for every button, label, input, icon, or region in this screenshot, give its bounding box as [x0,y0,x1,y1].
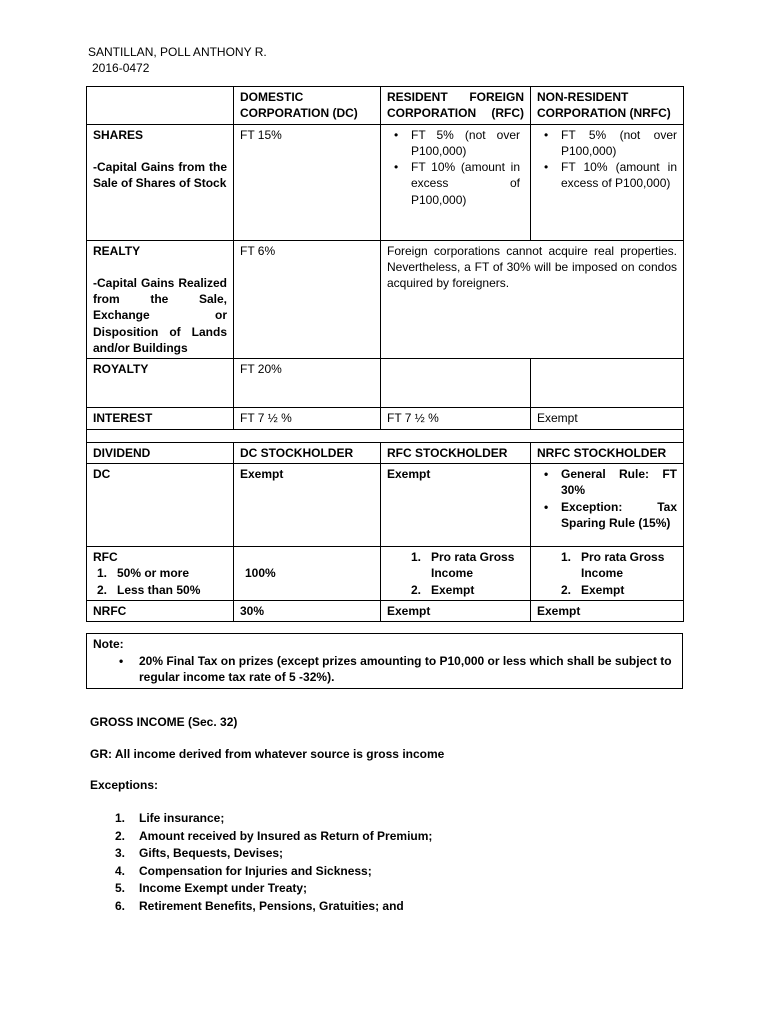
table-row-royalty [87,359,684,408]
dividend-dc-label: DC [87,463,234,546]
royalty-nrfc [531,359,684,408]
dividend-dc-rfc: Exempt [381,463,531,546]
tax-table [86,86,684,622]
dividend-rfc-dc-cell [234,546,381,600]
note-box [86,633,683,689]
list-item: 1. Pro rata Gross Income [411,549,515,581]
realty-sub: -Capital Gains Realized from the Sale, Exchange or Disposition of Lands and/or Buildings [93,275,227,356]
list-item: • FT 5% (not over P100,000) [537,127,677,160]
list-item: 5. Income Exempt under Treaty; [115,881,308,896]
dividend-rfc-label-cell [87,546,234,600]
list-item: 6. Retirement Benefits, Pensions, Gratuities; and [115,898,404,913]
dividend-rfc-label: RFC [93,549,118,564]
shares-dc: FT 15% [234,124,381,240]
realty-dc: FT 6% [234,240,381,359]
dividend-row-dc [87,463,684,546]
table-row-realty [87,240,684,359]
student-name: SANTILLAN, POLL ANTHONY R. [88,45,267,59]
list-item: 2. Less than 50% [97,582,201,597]
list-item: • FT 10% (amount in excess of P100,000) [537,159,677,192]
dividend-dc-dc: Exempt [234,463,381,546]
student-id: 2016-0472 [92,61,150,75]
royalty-rfc [381,359,531,408]
interest-rfc: FT 7 ½ % [381,408,531,429]
list-item: 2. Exempt [411,582,475,597]
dividend-header: DIVIDEND [87,442,234,463]
interest-label: INTEREST [87,408,234,429]
list-item: • Exception: Tax Sparing Rule (15%) [537,499,677,532]
gross-income-title: GROSS INCOME (Sec. 32) [90,715,238,729]
list-item: 3. Gifts, Bequests, Devises; [115,846,284,861]
table-row-interest [87,408,684,429]
list-item: 2. Amount received by Insured as Return of Premium; [115,828,433,843]
note-item: • 20% Final Tax on prizes (except prizes amounting to P10,000 or less which shall be subject to regular income tax rate of 5 -32%). [93,653,676,686]
dividend-rfc-nrfc [531,546,684,600]
royalty-label: ROYALTY [87,359,234,408]
list-item: • General Rule: FT 30% [537,466,677,499]
shares-label-cell [87,124,234,240]
dividend-dc-header: DC STOCKHOLDER [234,442,381,463]
dividend-header-row [87,442,684,463]
royalty-dc: FT 20% [234,359,381,408]
realty-label-cell [87,240,234,359]
list-item: 1. Life insurance; [115,811,225,825]
dividend-nrfc-label: NRFC [87,600,234,621]
dividend-dc-nrfc [531,463,684,546]
student-header [88,44,267,76]
dividend-rfc-rfc [381,546,531,600]
spacer-cell [87,429,684,442]
exceptions-title: Exceptions: [90,778,159,792]
dividend-rfc-header: RFC STOCKHOLDER [381,442,531,463]
dividend-nrfc-nrfc: Exempt [531,600,684,621]
shares-rfc [381,124,531,240]
list-item: 1. 50% or more [97,566,190,581]
col-header-nrfc: NON-RESIDENT CORPORATION (NRFC) [531,87,684,125]
shares-nrfc [531,124,684,240]
list-item: 1. Pro rata Gross Income [561,549,665,581]
empty-header-cell [87,87,234,125]
list-item: • FT 5% (not over P100,000) [387,127,520,160]
table-spacer-row [87,429,684,442]
realty-label: REALTY [93,243,141,258]
exceptions-list [90,810,432,916]
col-header-rfc: RESIDENT FOREIGN CORPORATION (RFC) [381,87,531,125]
interest-dc: FT 7 ½ % [234,408,381,429]
general-rule: GR: All income derived from whatever source is gross income [90,747,445,761]
list-item: 4. Compensation for Injuries and Sickness; [115,863,372,878]
shares-label: SHARES [93,127,144,142]
list-item: • FT 10% (amount in excess of P100,000) [387,159,520,208]
table-row-shares [87,124,684,240]
dividend-nrfc-header: NRFC STOCKHOLDER [531,442,684,463]
realty-foreign: Foreign corporations cannot acquire real properties. Nevertheless, a FT of 30% will be imposed on condos acquired by foreigners. [381,240,684,359]
dividend-nrfc-rfc: Exempt [381,600,531,621]
col-header-dc: DOMESTIC CORPORATION (DC) [234,87,381,125]
dividend-nrfc-dc: 30% [234,600,381,621]
dividend-row-nrfc [87,600,684,621]
table-header-row [87,87,684,125]
interest-nrfc: Exempt [531,408,684,429]
dividend-row-rfc [87,546,684,600]
note-label: Note: [93,637,124,651]
shares-sub: -Capital Gains from the Sale of Shares of Stock [93,159,227,191]
list-item: 2. Exempt [561,582,625,597]
dividend-rfc-dc: 100% [245,565,276,580]
